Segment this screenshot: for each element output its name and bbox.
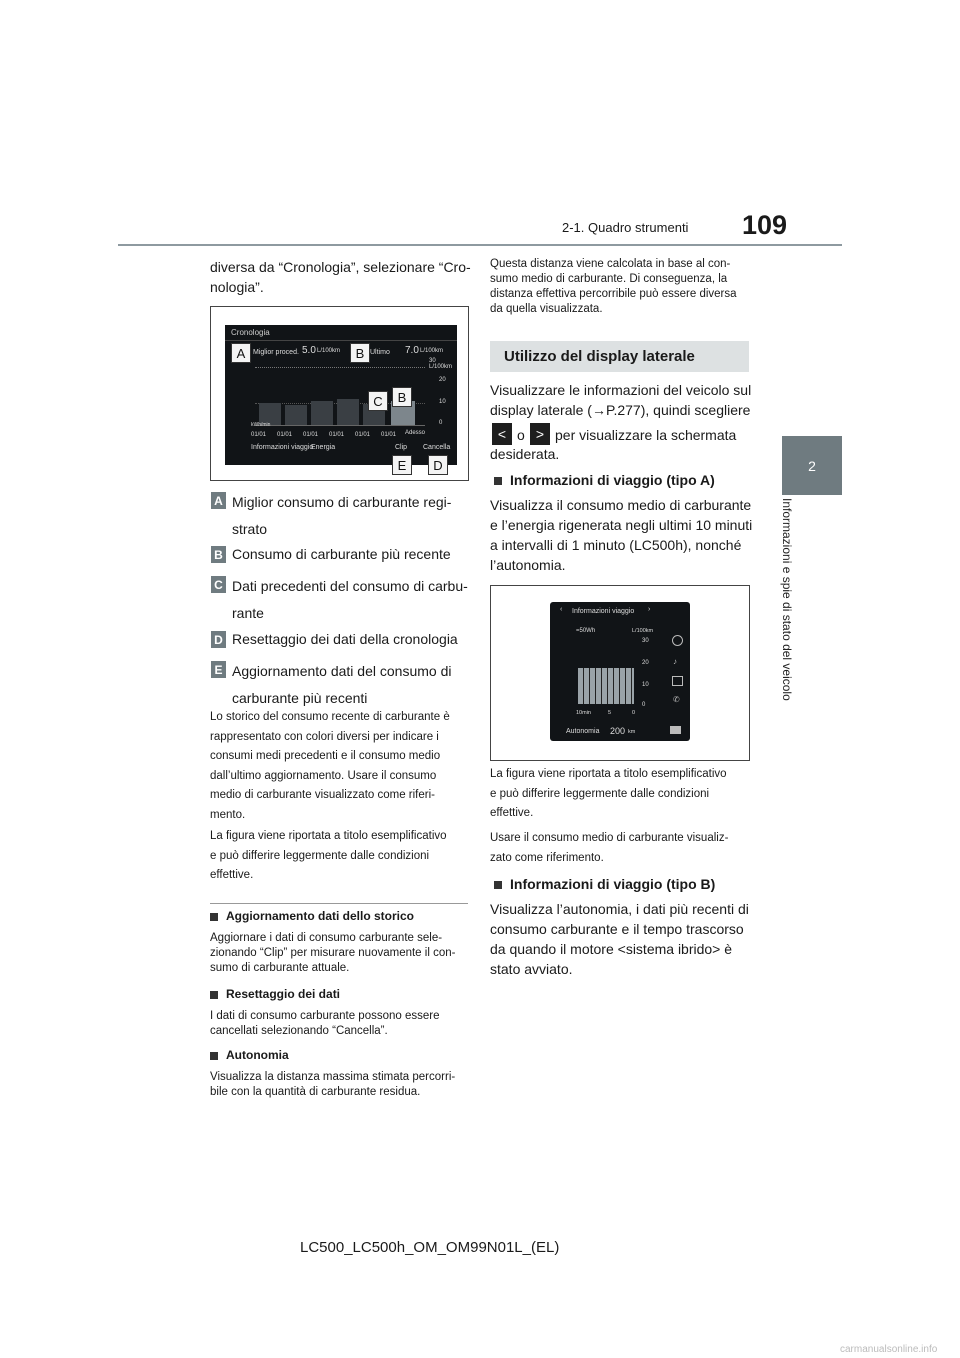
y-tick: 30 L/100km (429, 358, 453, 370)
chevron-left-icon[interactable]: ‹ (560, 606, 563, 613)
header-rule (118, 244, 842, 246)
legend-line: strato (232, 521, 268, 537)
note-line: mento. (210, 808, 246, 821)
para-line: zionando “Clip” per misurare nuovamente il con- (210, 947, 456, 959)
subheading (210, 987, 340, 1001)
section-title: 2-1. Quadro strumenti (562, 220, 689, 235)
subheading-text: Aggiornamento dati dello storico (226, 909, 415, 923)
para-line: a intervalli di 1 minuto (LC500h), nonché (490, 537, 742, 553)
title-divider (225, 340, 457, 341)
y-tick: 10 (439, 399, 446, 405)
note-line: e può differire leggermente dalle condizioni (490, 787, 710, 800)
legend-badge: B (211, 546, 226, 563)
regen-unit: kWh/min (251, 422, 271, 428)
figure-disclaimer (210, 827, 475, 886)
last-value: 7.0 (405, 345, 419, 356)
intro-line: diversa da “Cronologia”, selezionare “Cro- (210, 259, 471, 275)
or-text: o (517, 427, 525, 443)
para-line: Aggiornare i dati di consumo carburante sele- (210, 932, 443, 944)
note-line: La figura viene riportata a titolo esemplificativo (210, 830, 447, 842)
last-unit: L/100km (420, 348, 444, 354)
figure-cronologia (210, 306, 469, 481)
legend-badge: D (211, 631, 226, 648)
last-label: Ultimo (370, 349, 390, 356)
legend-badge: A (211, 492, 226, 509)
y-tick: 0 (642, 702, 646, 708)
gridline (255, 367, 425, 368)
instruction-text: per visualizzare la schermata (555, 427, 737, 443)
note-line: rappresentato con colori diversi per indicare i (210, 730, 439, 743)
y-tick: 20 (642, 660, 649, 666)
now-label: Adesso (405, 430, 426, 436)
para-line: Visualizza il consumo medio di carburante (490, 497, 752, 513)
legend-item: Consumo di carburante più recente (232, 546, 451, 562)
intro-text (210, 257, 472, 297)
note-line: effettive. (210, 869, 254, 881)
section-heading: Utilizzo del display laterale (490, 341, 749, 372)
square-bullet-icon (210, 1052, 218, 1060)
chapter-tab: 2 (782, 436, 842, 495)
date: 01/01 (329, 432, 345, 438)
subheading (494, 876, 715, 892)
unit-label: L/100km (632, 628, 654, 634)
callout-c: C (368, 391, 388, 411)
screen-icon[interactable] (670, 726, 681, 734)
square-bullet-icon (210, 991, 218, 999)
x-tick: 5 (608, 710, 612, 716)
y-tick: 20 (439, 377, 446, 383)
legend-badge: E (211, 661, 226, 678)
legend-item: Resettaggio dei dati della cronologia (232, 631, 458, 647)
best-value: 5.0 (302, 345, 316, 356)
sub-paragraph (210, 1009, 475, 1039)
callout-d: D (428, 455, 448, 475)
best-label: Miglior proced. (253, 349, 299, 356)
chevron-right-icon[interactable]: > (530, 423, 550, 445)
legend-item (232, 573, 472, 627)
bar (311, 401, 333, 425)
reference-note (490, 829, 755, 868)
callout-a: A (231, 343, 251, 363)
trip-info-screen (550, 602, 690, 741)
chart-icon[interactable] (672, 676, 683, 686)
sub-paragraph (210, 931, 475, 976)
date: 01/01 (355, 432, 371, 438)
chevron-right-icon[interactable]: › (648, 606, 651, 613)
divider (210, 903, 468, 904)
cronologia-screen (225, 325, 457, 465)
music-note-icon[interactable]: ♪ (673, 657, 677, 666)
subheading (494, 472, 715, 488)
square-bullet-icon (494, 881, 502, 889)
instruction-paragraph (490, 380, 752, 420)
axis-line (255, 425, 425, 426)
date: 01/01 (251, 432, 267, 438)
x-tick: 10min (576, 710, 591, 716)
date: 01/01 (277, 432, 293, 438)
cancel-button[interactable]: Cancella (423, 444, 451, 451)
page-number: 109 (742, 210, 788, 240)
gauge-icon[interactable] (672, 635, 683, 646)
y-tick: 0 (439, 420, 443, 426)
screen-title: Informazioni viaggio (572, 608, 635, 615)
note-line: consumi medi precedenti e il consumo medio (210, 750, 441, 762)
intro-line: nologia”. (210, 279, 264, 295)
tab-trip[interactable]: Informazioni viaggio (251, 444, 314, 451)
best-unit: L/100km (317, 348, 341, 354)
callout-b: B (392, 387, 412, 407)
bar (285, 405, 307, 425)
legend-line: Aggiornamento dati del consumo di (232, 663, 452, 679)
legend-line: Dati precedenti del consumo di carbu- (232, 578, 468, 594)
callout-e: E (392, 455, 412, 475)
note-line: medio di carburante visualizzato come riferi- (210, 789, 435, 801)
clip-button[interactable]: Clip (395, 444, 408, 451)
para-line: Visualizza la distanza massima stimata percorri- (210, 1071, 456, 1083)
history-note (210, 708, 475, 825)
legend-badge: C (211, 576, 226, 593)
note-line: effettive. (490, 807, 534, 819)
subheading-text: Resettaggio dei dati (226, 987, 341, 1001)
para-line: da quando il motore <sistema ibrido> è (490, 941, 733, 957)
legend-item (232, 489, 472, 543)
x-tick: 0 (632, 710, 636, 716)
document-code: LC500_LC500h_OM_OM99N01L_(EL) (300, 1239, 560, 1256)
note-line: distanza effettiva percorribile può essere diversa (490, 288, 737, 300)
range-label: Autonomia (566, 728, 600, 735)
para-line: I dati di consumo carburante possono essere (210, 1010, 440, 1022)
regen-label: =50Wh (576, 628, 596, 634)
para-line: e l’energia rigenerata negli ultimi 10 minuti (490, 517, 753, 533)
y-tick: 30 (642, 638, 649, 644)
para-line: Visualizzare le informazioni del veicolo sul (490, 382, 752, 398)
note-line: da quella visualizzata. (490, 303, 603, 315)
chevron-left-icon[interactable]: < (492, 423, 512, 445)
figure-disclaimer (490, 765, 755, 824)
note-line: La figura viene riportata a titolo esemplificativo (490, 768, 727, 780)
range-note (490, 257, 752, 317)
bar (337, 399, 359, 425)
tab-energy[interactable]: Energia (311, 444, 336, 451)
subheading-text: Autonomia (226, 1048, 289, 1062)
note-line: Lo storico del consumo recente di carburante è (210, 711, 450, 723)
subheading (210, 909, 414, 923)
note-line: Questa distanza viene calcolata in base al con- (490, 258, 731, 270)
instruction-text: desiderata. (490, 446, 560, 462)
watermark: carmanualsonline.info (840, 1344, 938, 1355)
note-line: sumo medio di carburante. Di conseguenza, la (490, 273, 728, 285)
square-bullet-icon (210, 913, 218, 921)
subheading (210, 1048, 289, 1062)
screen-title: Cronologia (231, 328, 270, 337)
legend-line: Miglior consumo di carburante regi- (232, 494, 452, 510)
para-line: cancellati selezionando “Cancella”. (210, 1025, 388, 1037)
phone-icon[interactable]: ✆ (673, 695, 680, 704)
type-b-paragraph (490, 899, 755, 979)
chapter-tab-label: Informazioni e spie di stato del veicolo (780, 498, 794, 701)
bars (578, 668, 634, 704)
para-line: consumo carburante e il tempo trascorso (490, 921, 744, 937)
range-unit: km (628, 729, 636, 735)
subheading-text: Informazioni di viaggio (tipo B) (510, 876, 716, 892)
subheading-text: Informazioni di viaggio (tipo A) (510, 472, 715, 488)
para-line: Visualizza l’autonomia, i dati più recenti di (490, 901, 749, 917)
legend-item (232, 658, 472, 712)
legend-line: rante (232, 605, 264, 621)
note-line: dall’ultimo aggiornamento. Usare il consumo (210, 769, 437, 782)
date: 01/01 (381, 432, 397, 438)
y-tick: 10 (642, 682, 649, 688)
range-value: 200 (610, 726, 626, 736)
para-line: l’autonomia. (490, 557, 566, 573)
para-line: sumo di carburante attuale. (210, 962, 350, 974)
legend-line: carburante più recenti (232, 690, 368, 706)
para-line: stato avviato. (490, 961, 573, 977)
note-line: e può differire leggermente dalle condizioni (210, 849, 430, 862)
type-a-paragraph (490, 495, 755, 575)
note-line: Usare il consumo medio di carburante visualiz- (490, 832, 729, 844)
note-line: zato come riferimento. (490, 851, 604, 864)
sub-paragraph (210, 1070, 475, 1100)
para-line: display laterale (→P.277), quindi scegliere (490, 402, 751, 418)
figure-trip-info (490, 585, 750, 761)
para-line: bile con la quantità di carburante residua. (210, 1086, 421, 1098)
date: 01/01 (303, 432, 319, 438)
square-bullet-icon (494, 477, 502, 485)
callout-b: B (350, 343, 370, 363)
